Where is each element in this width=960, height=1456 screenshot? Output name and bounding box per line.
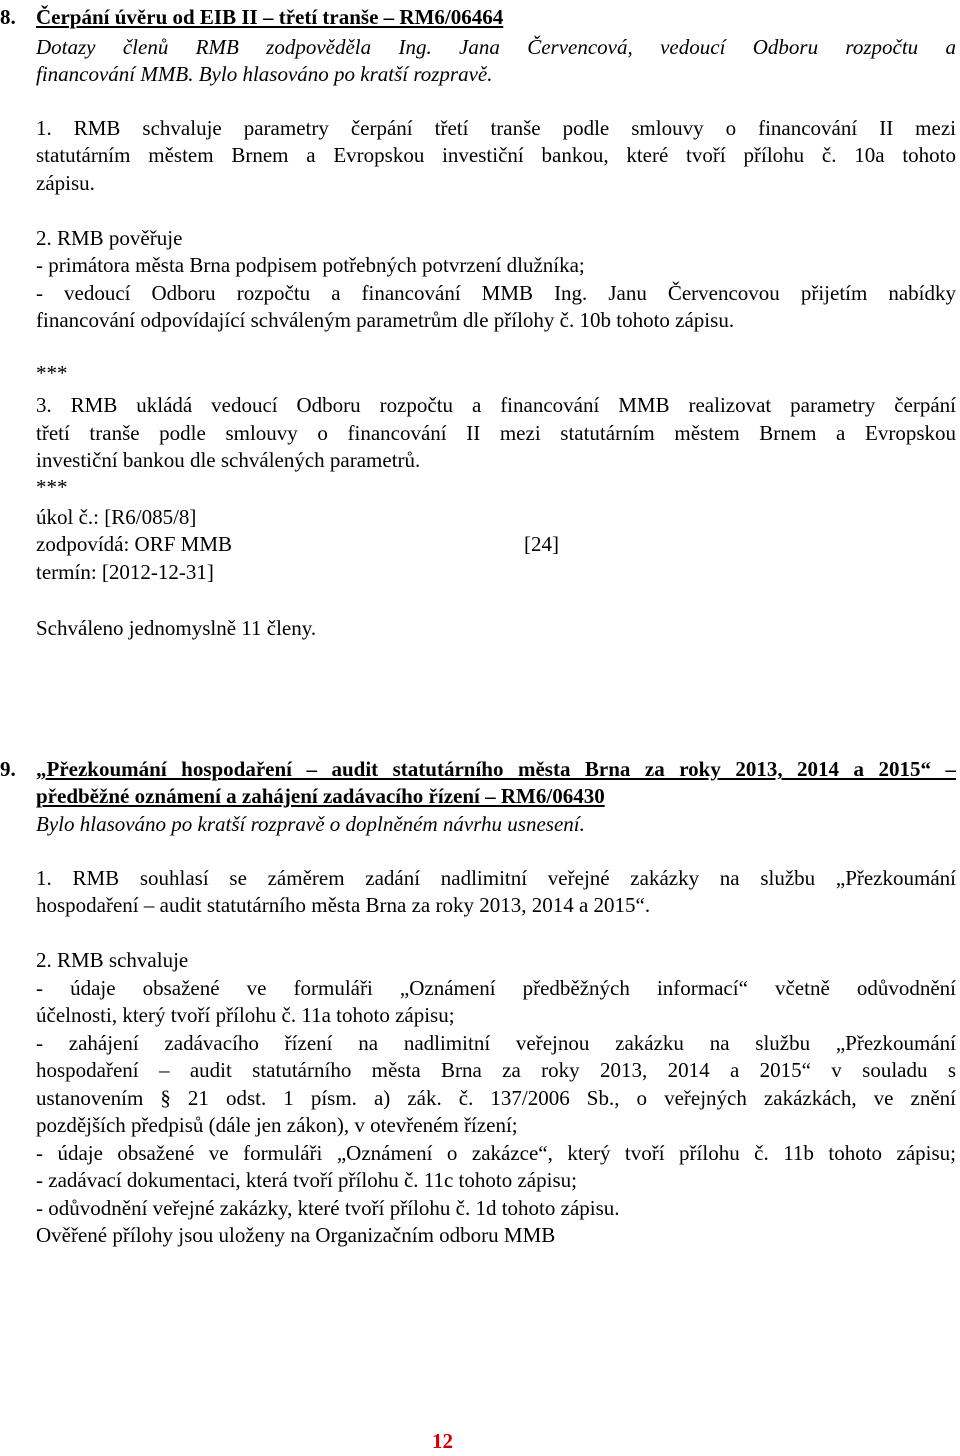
item-9-resolution-2-line-4: - zahájení zadávacího řízení na nadlimitní veřejnou zakázku na službu „Přezkoumání	[36, 1031, 956, 1055]
item-8-resolution-2-line-1: 2. RMB pověřuje	[36, 226, 183, 250]
item-8-resolution-1-line-1: 1. RMB schvaluje parametry čerpání třetí tranše podle smlouvy o financování II mezi	[36, 116, 956, 140]
item-8-note-line-2: financování MMB. Bylo hlasováno po kratší rozpravě.	[36, 62, 493, 86]
item-9-heading-line-1: „Přezkoumání hospodaření – audit statutárního města Brna za roky 2013, 2014 a 2015“ –	[36, 757, 956, 781]
item-8-number: 8.	[0, 5, 16, 29]
item-8-responsible-row	[36, 531, 956, 557]
item-8-separator-2: ***	[36, 475, 68, 499]
item-8-resolution-3-line-1: 3. RMB ukládá vedoucí Odboru rozpočtu a financování MMB realizovat parametry čerpání	[36, 393, 956, 417]
item-9-resolution-2-line-8: - údaje obsažené ve formuláři „Oznámení o zakázce“, který tvoří přílohu č. 11b tohoto zápisu;	[36, 1141, 956, 1165]
item-9-heading-line-2: předběžné oznámení a zahájení zadávacího řízení – RM6/06430	[36, 784, 605, 808]
item-8-resolution-2-line-4: financování odpovídající schváleným parametrům dle přílohy č. 10b tohoto zápisu.	[36, 308, 735, 332]
item-9-resolution-2-line-9: - zadávací dokumentaci, která tvoří přílohu č. 11c tohoto zápisu;	[36, 1168, 577, 1192]
item-8-heading: Čerpání úvěru od EIB II – třetí tranše – RM6/06464	[36, 5, 504, 29]
item-8-note-line-1: Dotazy členů RMB zodpověděla Ing. Jana Červencová, vedoucí Odboru rozpočtu a	[36, 35, 956, 59]
item-9-number: 9.	[0, 757, 16, 781]
item-9-resolution-2-line-11: Ověřené přílohy jsou uloženy na Organizačním odboru MMB	[36, 1223, 556, 1247]
item-9-resolution-1-line-2: hospodaření – audit statutárního města Brna za roky 2013, 2014 a 2015“.	[36, 893, 651, 917]
item-8-resolution-3-line-2: třetí tranše podle smlouvy o financování II mezi statutárním městem Brnem a Evropskou	[36, 421, 956, 445]
item-8-responsible: zodpovídá: ORF MMB	[36, 532, 233, 556]
page-number: 12	[432, 1429, 453, 1453]
item-8-resolution-1-line-3: zápisu.	[36, 171, 95, 195]
item-8-separator-1: ***	[36, 361, 68, 385]
item-9-resolution-1-line-1: 1. RMB souhlasí se záměrem zadání nadlimitní veřejné zakázky na službu „Přezkoumání	[36, 866, 956, 890]
item-8-responsible-code: [24]	[524, 532, 559, 556]
item-9-resolution-2-line-6: ustanovením § 21 odst. 1 písm. a) zák. č. 137/2006 Sb., o veřejných zakázkách, ve znění	[36, 1086, 956, 1110]
item-8-resolution-2-line-2: - primátora města Brna podpisem potřebných potvrzení dlužníka;	[36, 253, 585, 277]
item-9-resolution-2-line-1: 2. RMB schvaluje	[36, 948, 189, 972]
item-9-resolution-2-line-3: účelnosti, který tvoří přílohu č. 11a tohoto zápisu;	[36, 1003, 455, 1027]
item-8-resolution-3-line-3: investiční bankou dle schválených parametrů.	[36, 448, 421, 472]
item-9-resolution-2-line-2: - údaje obsažené ve formuláři „Oznámení předběžných informací“ včetně odůvodnění	[36, 976, 956, 1000]
item-8-result: Schváleno jednomyslně 11 členy.	[36, 616, 317, 640]
item-9-note: Bylo hlasováno po kratší rozpravě o doplněném návrhu usnesení.	[36, 812, 585, 836]
item-8-resolution-1-line-2: statutárním městem Brnem a Evropskou investiční bankou, které tvoří přílohu č. 10a tohoto	[36, 143, 956, 167]
item-8-deadline: termín: [2012-12-31]	[36, 560, 214, 584]
item-9-resolution-2-line-5: hospodaření – audit statutárního města Brna za roky 2013, 2014 a 2015“ v souladu s	[36, 1058, 956, 1082]
item-8-task: úkol č.: [R6/085/8]	[36, 505, 197, 529]
item-9-resolution-2-line-10: - odůvodnění veřejné zakázky, které tvoří přílohu č. 1d tohoto zápisu.	[36, 1196, 620, 1220]
item-8-resolution-2-line-3: - vedoucí Odboru rozpočtu a financování MMB Ing. Janu Červencovou přijetím nabídky	[36, 281, 956, 305]
item-9-resolution-2-line-7: pozdějších předpisů (dále jen zákon), v otevřeném řízení;	[36, 1113, 518, 1137]
